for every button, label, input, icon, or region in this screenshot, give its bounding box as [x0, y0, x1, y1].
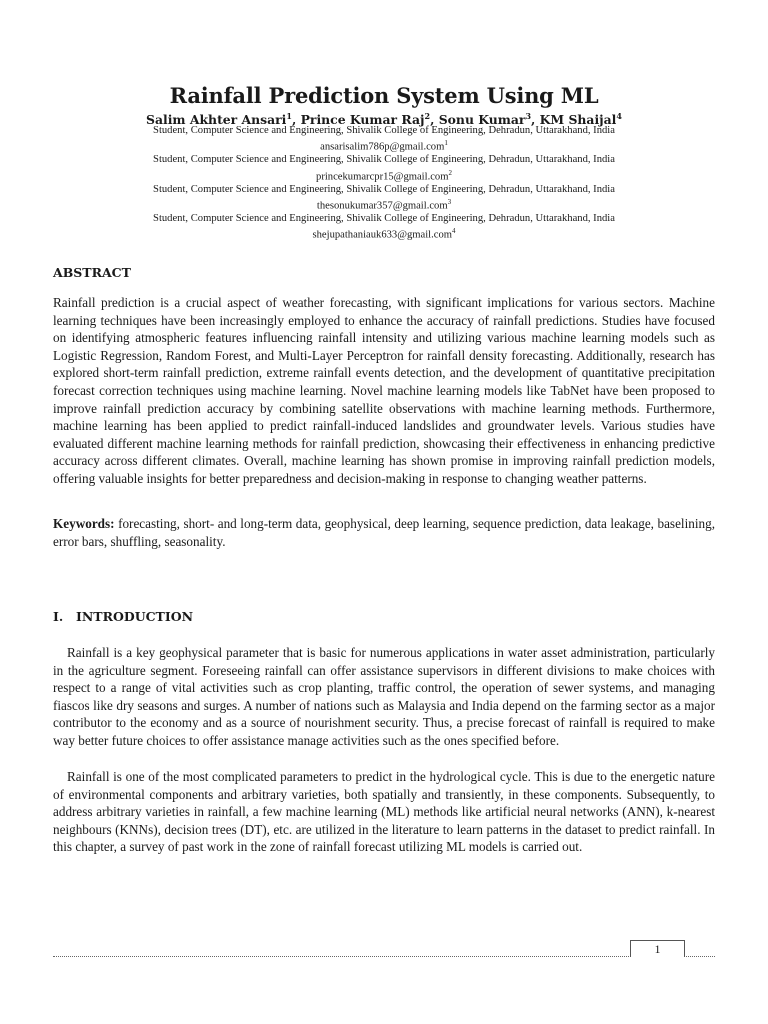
intro-paragraph-1: Rainfall is a key geophysical parameter that is basic for numerous applications in water asset administration, particularly in the agriculture segment. Foreseeing rainfall can offer assistance supervisors in different divisions to make choices with respect to a range of vital activities such as crop planting, traffic control, the operation of sewer systems, and managing fiascos like dry seasons and surges. A number of nations such as Malaysia and India depend on the farming sector as a major contributor to the economy and as a source of nourishment security. Thus, a precise forecast of rainfall is required to make way better future choices to offer assistance manage activities such as the ones specified before. — [53, 645, 715, 748]
keywords-label: Keywords: — [53, 516, 115, 531]
author-sup: 1 — [286, 111, 292, 121]
affiliation-email: shejupathaniauk633@gmail.com$^4$ — [312, 227, 456, 241]
page-number: 1 — [630, 940, 685, 957]
affiliation-email: princekumarcpr15@gmail.com$^2$ — [316, 168, 452, 183]
author-name: Sonu Kumar — [438, 112, 526, 128]
author-name: KM Shaijal — [539, 112, 617, 128]
author-sup: 3 — [525, 111, 532, 121]
affiliation-text: Student, Computer Science and Engineering, Shivalik College of Engineering, Dehradun, Uttarakhand, India — [153, 154, 615, 166]
section-title: INTRODUCTION — [76, 609, 194, 624]
affiliation-email: thesonukumar357@gmail.com$^3$ — [316, 198, 452, 212]
intro-paragraph-2: Rainfall is one of the most complicated parameters to predict in the hydrological cycle. This is due to the energetic nature of environmental components and arbitrary varieties, both spatially and transiently, in these components. Subsequently, to address arbitrary varieties in rainfall, a few machine learning (ML) methods like artificial neural networks (ANN), k-nearest neighbours (KNNs), decision trees (DT), etc. are utilized in the literature to learn patterns in the dataset to predict rainfall. In this chapter, a survey of past work in the zone of rainfall forecast utilizing ML models is carried out. — [53, 769, 715, 855]
footer-divider — [53, 956, 715, 957]
keywords-text: forecasting, short- and long-term data, geophysical, deep learning, sequence prediction, data leakage, baselining, error bars, shuffling, seasonality. — [53, 516, 715, 549]
author-name: Salim Akhter Ansari — [146, 112, 287, 128]
keywords — [53, 515, 715, 550]
author-sup: 4 — [616, 111, 622, 121]
affiliation-email: ansarisalim786p@gmail.com$^1$ — [320, 139, 448, 153]
section-number: I. — [53, 609, 64, 624]
abstract-text: Rainfall prediction is a crucial aspect of weather forecasting, with significant implications for various sectors. Machine learning techniques have been increasingly employed to enhance the accuracy of rainfall predictions. Studies have focused on identifying atmospheric features influencing rainfall intensity and utilizing various machine learning models such as Logistic Regression, Random Forest, and Multi-Layer Perceptron for rainfall density forecasting. Additionally, research has explored short-term rainfall prediction, extreme rainfall events detection, and the development of quantitative precipitation forecast correction techniques using machine learning. Novel machine learning models like TabNet have been proposed to improve rainfall prediction accuracy by combining satellite observations with machine learning methods. Furthermore, machine learning has been applied to predict rainfall-induced landslides and groundwater levels. Various studies have evaluated different machine learning methods for rainfall prediction, showcasing their effectiveness in enhancing predictive accuracy across different climates. Overall, machine learning has shown promise in improving rainfall prediction models, offering valuable insights for better preparedness and decision-making in response to changing weather patterns. — [53, 295, 715, 486]
paper-title: Rainfall Prediction System Using ML — [169, 83, 599, 108]
affiliation-text: Student, Computer Science and Engineering, Shivalik College of Engineering, Dehradun, Uttarakhand, India — [153, 213, 615, 225]
affiliation-text: Student, Computer Science and Engineering, Shivalik College of Engineering, Dehradun, Uttarakhand, India — [153, 125, 615, 136]
author-sup: 2 — [424, 111, 431, 121]
affiliation-list — [0, 125, 768, 242]
author-name: Prince Kumar Raj — [300, 112, 425, 128]
abstract-heading: ABSTRACT — [53, 265, 131, 280]
introduction-heading — [53, 609, 193, 624]
affiliation-text: Student, Computer Science and Engineering, Shivalik College of Engineering, Dehradun, Uttarakhand, India — [153, 183, 615, 195]
author-list: Salim Akhter Ansari$^1$, Prince Kumar Raj$^2$, Sonu Kumar$^3$, KM Shaijal$^4$ — [146, 111, 622, 128]
